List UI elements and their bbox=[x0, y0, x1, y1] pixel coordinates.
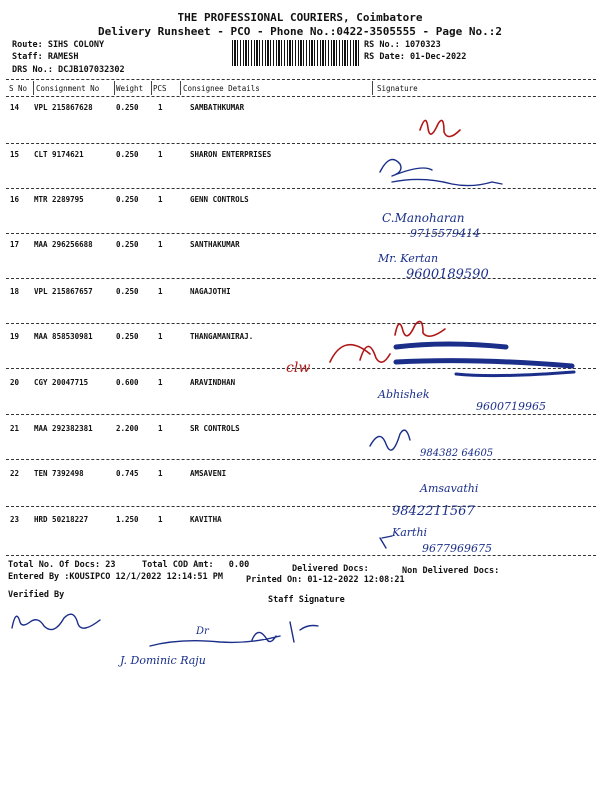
row-sno: 23 bbox=[10, 515, 20, 524]
rs-number: RS No.: 1070323 bbox=[364, 40, 441, 50]
signature-name: Mr. Kertan bbox=[378, 252, 439, 265]
row-consignee: SR CONTROLS bbox=[190, 424, 240, 433]
signature-scribble bbox=[456, 372, 574, 376]
col-header-signature: Signature bbox=[377, 84, 418, 93]
signature-scribble bbox=[420, 120, 460, 136]
row-pcs: 1 bbox=[158, 240, 163, 249]
row-sno: 16 bbox=[10, 195, 20, 204]
signature-phone: 9677969675 bbox=[422, 542, 492, 555]
staff-signature-label: Staff Signature bbox=[268, 595, 345, 605]
col-header-pcs: PCS bbox=[153, 84, 167, 93]
entered-by: Entered By :KOUSIPCO 12/1/2022 12:14:51 PM bbox=[8, 572, 223, 582]
row-sno: 20 bbox=[10, 378, 20, 387]
cod-label: Total COD Amt: bbox=[142, 560, 214, 570]
signature-scribble bbox=[395, 321, 445, 336]
row-consignment: VPL 215867628 bbox=[34, 103, 93, 112]
row-consignee: NAGAJOTHI bbox=[190, 287, 231, 296]
row-consignee: KAVITHA bbox=[190, 515, 222, 524]
col-header-consignee: Consignee Details bbox=[183, 84, 260, 93]
drs-number: DRS No.: DCJB107032302 bbox=[12, 65, 125, 75]
row-pcs: 1 bbox=[158, 195, 163, 204]
rs-date: RS Date: 01-Dec-2022 bbox=[364, 52, 467, 62]
total-docs bbox=[8, 560, 116, 570]
row-weight: 0.745 bbox=[116, 469, 139, 478]
signature-scribble bbox=[396, 344, 506, 347]
signature-scribble bbox=[380, 536, 392, 548]
row-pcs: 1 bbox=[158, 287, 163, 296]
row-consignee: ARAVINDHAN bbox=[190, 378, 236, 387]
printed-on: Printed On: 01-12-2022 12:08:21 bbox=[246, 575, 405, 585]
row-sno: 17 bbox=[10, 240, 20, 249]
signature-scribble bbox=[396, 361, 572, 366]
staff-initials: Dr bbox=[196, 626, 209, 637]
col-header-weight: Weight bbox=[116, 84, 144, 93]
row-consignment: VPL 215867657 bbox=[34, 287, 93, 296]
total-docs-label: Total No. Of Docs: bbox=[8, 560, 101, 570]
row-consignee: SAMBATHKUMAR bbox=[190, 103, 245, 112]
staff-label: Staff: RAMESH bbox=[12, 52, 79, 62]
row-weight: 0.250 bbox=[116, 287, 139, 296]
row-pcs: 1 bbox=[158, 515, 163, 524]
signature-phone: 984382 64605 bbox=[420, 448, 494, 459]
row-consignee: THANGAMANIRAJ. bbox=[190, 332, 254, 341]
row-weight: 0.250 bbox=[116, 103, 139, 112]
document-title: THE PROFESSIONAL COURIERS, Coimbatore bbox=[177, 11, 423, 24]
row-weight: 0.600 bbox=[116, 378, 139, 387]
cod-amount: 0.00 bbox=[228, 560, 250, 570]
total-cod bbox=[142, 560, 249, 570]
row-consignment: MAA 858530981 bbox=[34, 332, 93, 341]
row-consignment: MTR 2289795 bbox=[34, 195, 84, 204]
row-pcs: 1 bbox=[158, 424, 163, 433]
row-sno: 18 bbox=[10, 287, 20, 296]
row-pcs: 1 bbox=[158, 103, 163, 112]
row-pcs: 1 bbox=[158, 378, 163, 387]
row-weight: 1.250 bbox=[116, 515, 139, 524]
signature-scribble bbox=[380, 160, 502, 186]
signature-phone: 9842211567 bbox=[392, 504, 475, 519]
total-docs-value: 23 bbox=[105, 560, 116, 570]
row-sno: 15 bbox=[10, 150, 20, 159]
col-header-sno: S No bbox=[9, 84, 28, 93]
row-weight: 0.250 bbox=[116, 150, 139, 159]
signature-name: Karthi bbox=[392, 526, 428, 539]
row-sno: 21 bbox=[10, 424, 20, 433]
row-consignee: SHARON ENTERPRISES bbox=[190, 150, 272, 159]
row-consignee: SANTHAKUMAR bbox=[190, 240, 240, 249]
signature-name: Abhishek bbox=[378, 388, 430, 401]
row-sno: 22 bbox=[10, 469, 20, 478]
row-consignment: MAA 296256688 bbox=[34, 240, 93, 249]
signature-phone: 9600719965 bbox=[476, 400, 546, 413]
verified-by-label: Verified By bbox=[8, 590, 65, 600]
staff-signature bbox=[150, 622, 318, 646]
row-consignment: CGY 20047715 bbox=[34, 378, 89, 387]
row-sno: 14 bbox=[10, 103, 20, 112]
signature-name: Amsavathi bbox=[420, 482, 479, 495]
row-consignee: GENN CONTROLS bbox=[190, 195, 249, 204]
signature-name: C.Manoharan bbox=[382, 211, 465, 225]
row-weight: 0.250 bbox=[116, 240, 139, 249]
signature-phone: 9715579414 bbox=[410, 227, 480, 240]
row-consignment: HRD 50218227 bbox=[34, 515, 89, 524]
row-weight: 2.200 bbox=[116, 424, 139, 433]
row-consignment: TEN 7392498 bbox=[34, 469, 84, 478]
row-pcs: 1 bbox=[158, 332, 163, 341]
row-consignee: AMSAVENI bbox=[190, 469, 227, 478]
signature-name: clw bbox=[286, 360, 311, 376]
row-weight: 0.250 bbox=[116, 195, 139, 204]
verified-signature bbox=[12, 614, 100, 629]
non-delivered-docs: Non Delivered Docs: bbox=[402, 566, 500, 576]
row-weight: 0.250 bbox=[116, 332, 139, 341]
route-label: Route: SIHS COLONY bbox=[12, 40, 105, 50]
row-consignment: CLT 9174621 bbox=[34, 150, 84, 159]
delivered-docs: Delivered Docs: bbox=[292, 564, 369, 574]
signature-scribble bbox=[330, 345, 390, 362]
row-sno: 19 bbox=[10, 332, 20, 341]
signature-phone: 9600189590 bbox=[406, 267, 489, 282]
staff-name-handwritten: J. Dominic Raju bbox=[120, 654, 206, 667]
document-subtitle: Delivery Runsheet - PCO - Phone No.:0422-3505555 - Page No.:2 bbox=[98, 25, 502, 38]
row-consignment: MAA 292382381 bbox=[34, 424, 93, 433]
row-pcs: 1 bbox=[158, 469, 163, 478]
signature-scribble bbox=[370, 430, 410, 450]
row-pcs: 1 bbox=[158, 150, 163, 159]
col-header-consignment: Consignment No bbox=[36, 84, 100, 93]
